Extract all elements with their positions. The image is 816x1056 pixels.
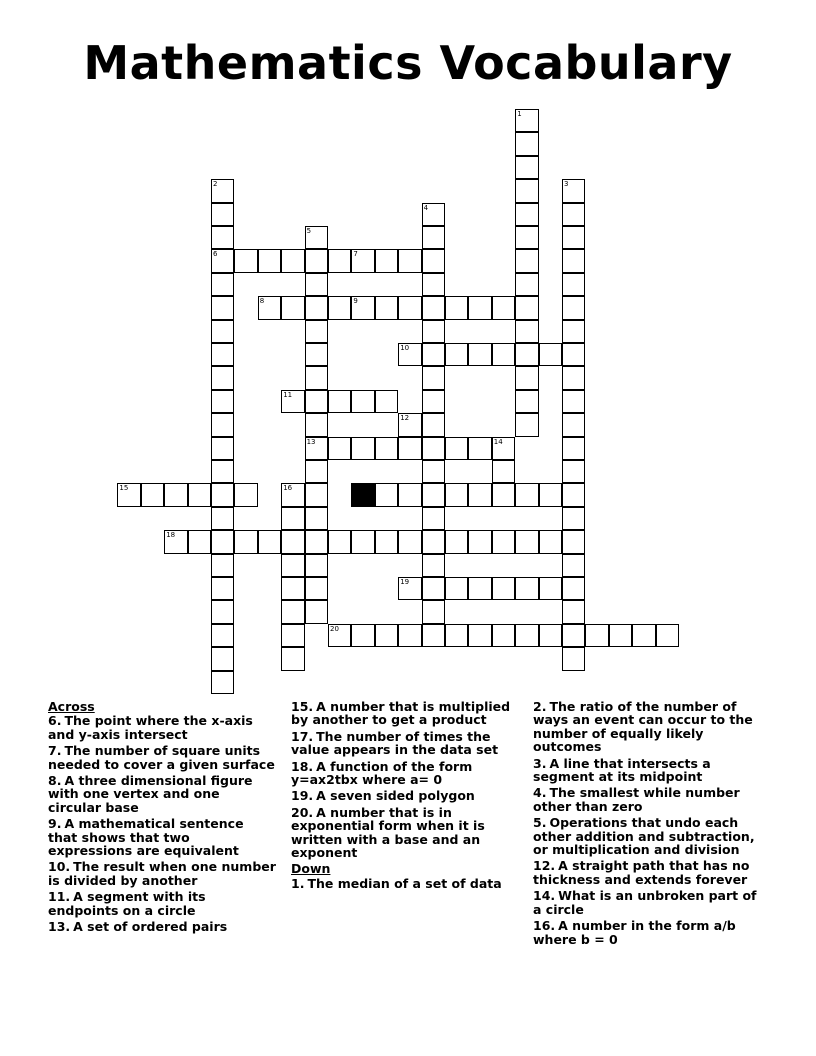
grid-cell[interactable] [305, 249, 328, 272]
grid-cell[interactable] [515, 203, 538, 226]
grid-cell[interactable] [211, 413, 234, 436]
clue-number: 1. [291, 875, 305, 891]
grid-cell[interactable] [515, 156, 538, 179]
grid-cell[interactable] [562, 179, 585, 202]
clue-text: Operations that undo each other addition and subtraction, or multiplication and division [533, 815, 755, 858]
grid-cell[interactable] [234, 530, 257, 553]
grid-cell[interactable] [492, 296, 515, 319]
clue-text: A seven sided polygon [316, 788, 475, 804]
clue-text: The result when one number is divided by another [48, 859, 276, 888]
grid-cell[interactable] [422, 343, 445, 366]
grid-cell[interactable] [328, 530, 351, 553]
grid-cell[interactable] [141, 483, 164, 506]
clue-text: The number of times the value appears in the data set [291, 728, 499, 758]
grid-cell[interactable] [445, 296, 468, 319]
grid-cell[interactable] [515, 366, 538, 389]
grid-cell[interactable] [515, 320, 538, 343]
grid-cell[interactable] [117, 483, 140, 506]
grid-cell[interactable] [351, 249, 374, 272]
grid-cell[interactable] [422, 507, 445, 530]
clue-number-label: 18 [166, 531, 176, 540]
grid-cell[interactable] [351, 624, 374, 647]
clue-number: 2. [533, 699, 547, 714]
grid-cell[interactable] [562, 577, 585, 600]
grid-cell[interactable] [398, 577, 421, 600]
grid-cell[interactable] [188, 530, 211, 553]
grid-cell[interactable] [445, 577, 468, 600]
grid-cell[interactable] [258, 296, 281, 319]
clue-text: A function of the form y=ax2tbx where a= 0 [291, 758, 473, 788]
grid-cell[interactable] [281, 647, 304, 670]
grid-cell[interactable] [422, 366, 445, 389]
clue-number-label: 10 [400, 344, 410, 352]
clue-number: 20. [291, 804, 314, 820]
grid-cell[interactable] [305, 390, 328, 413]
clue-across-13 [48, 920, 276, 933]
grid-cell[interactable] [562, 203, 585, 226]
clue-number-label: 5 [306, 227, 312, 235]
grid-cell[interactable] [515, 132, 538, 155]
clue-number: 11. [48, 889, 71, 905]
clue-text: The median of a set of data [307, 875, 502, 891]
grid-cell[interactable] [422, 226, 445, 249]
grid-cell[interactable] [328, 390, 351, 413]
grid-cell[interactable] [375, 624, 398, 647]
grid-cell[interactable] [492, 343, 515, 366]
clue-number: 10. [48, 859, 71, 875]
grid-cell[interactable] [422, 554, 445, 577]
grid-cell[interactable] [398, 437, 421, 460]
grid-cell[interactable] [468, 577, 491, 600]
clue-across-15 [291, 700, 519, 727]
grid-cell[interactable] [562, 320, 585, 343]
clue-number-label: 12 [400, 414, 410, 423]
grid-cell[interactable] [515, 249, 538, 272]
grid-cell[interactable] [562, 483, 585, 506]
grid-cell[interactable] [328, 249, 351, 272]
grid-cell[interactable] [305, 577, 328, 600]
grid-cell[interactable] [281, 554, 304, 577]
grid-cell[interactable] [281, 249, 304, 272]
grid-cell[interactable] [305, 296, 328, 319]
clue-number: 7. [48, 743, 62, 759]
grid-cell[interactable] [211, 179, 234, 202]
grid-cell[interactable] [445, 437, 468, 460]
grid-cell[interactable] [211, 343, 234, 366]
grid-cell[interactable] [562, 249, 585, 272]
grid-cell[interactable] [562, 600, 585, 623]
clue-down-5 [533, 816, 761, 856]
grid-cell[interactable] [492, 483, 515, 506]
grid-cell[interactable] [515, 226, 538, 249]
grid-cell[interactable] [305, 600, 328, 623]
clue-across-9 [48, 817, 276, 857]
grid-cell[interactable] [375, 390, 398, 413]
grid-cell[interactable] [422, 600, 445, 623]
grid-cell[interactable] [305, 437, 328, 460]
clue-number-label: 8 [259, 297, 265, 306]
grid-cell[interactable] [539, 624, 562, 647]
black-cell [351, 483, 374, 506]
grid-cell[interactable] [258, 249, 281, 272]
grid-cell[interactable] [515, 179, 538, 202]
clue-number-label: 17 [353, 484, 363, 493]
grid-cell[interactable] [258, 530, 281, 553]
clue-number-label: 2 [213, 180, 218, 189]
clue-number: 18. [291, 758, 314, 774]
grid-cell[interactable] [281, 600, 304, 623]
grid-cell[interactable] [515, 624, 538, 647]
grid-cell[interactable] [305, 273, 328, 296]
clue-down-14 [533, 889, 761, 916]
clue-across-17 [291, 730, 519, 757]
grid-cell[interactable] [562, 273, 585, 296]
clue-text: A segment with its endpoints on a circle [48, 889, 206, 918]
grid-cell[interactable] [515, 577, 538, 600]
grid-cell[interactable] [562, 554, 585, 577]
grid-cell[interactable] [305, 530, 328, 553]
grid-cell[interactable] [211, 624, 234, 647]
grid-cell[interactable] [281, 390, 304, 413]
grid-cell[interactable] [492, 530, 515, 553]
grid-cell[interactable] [562, 507, 585, 530]
grid-cell[interactable] [398, 343, 421, 366]
grid-cell[interactable] [398, 483, 421, 506]
grid-cell[interactable] [328, 296, 351, 319]
grid-cell[interactable] [632, 624, 655, 647]
grid-cell[interactable] [211, 647, 234, 670]
grid-cell[interactable] [211, 507, 234, 530]
grid-cell[interactable] [398, 530, 421, 553]
grid-cell[interactable] [305, 320, 328, 343]
grid-cell[interactable] [211, 366, 234, 389]
grid-cell[interactable] [398, 296, 421, 319]
grid-cell[interactable] [515, 483, 538, 506]
grid-cell[interactable] [375, 530, 398, 553]
clue-text: What is an unbroken part of a circle [533, 888, 757, 917]
grid-cell[interactable] [422, 296, 445, 319]
clue-down-12 [533, 859, 761, 886]
grid-cell[interactable] [375, 483, 398, 506]
clue-column-3 [533, 700, 761, 949]
grid-cell[interactable] [492, 437, 515, 460]
grid-cell[interactable] [422, 577, 445, 600]
grid-cell[interactable] [609, 624, 632, 647]
clue-number: 14. [533, 888, 556, 904]
grid-cell[interactable] [211, 671, 234, 694]
clue-number-label: 11 [283, 390, 293, 399]
clue-column-2 [291, 700, 519, 893]
grid-cell[interactable] [281, 577, 304, 600]
grid-cell[interactable] [492, 460, 515, 483]
grid-cell[interactable] [281, 530, 304, 553]
grid-cell[interactable] [351, 530, 374, 553]
clue-number-label: 20 [330, 624, 339, 633]
grid-cell[interactable] [305, 554, 328, 577]
grid-cell[interactable] [305, 413, 328, 436]
grid-cell[interactable] [211, 483, 234, 506]
grid-cell[interactable] [562, 460, 585, 483]
clue-across-18 [291, 760, 519, 787]
page-title: Mathematics Vocabulary [83, 36, 733, 90]
grid-cell[interactable] [562, 226, 585, 249]
grid-cell[interactable] [234, 483, 257, 506]
grid-cell[interactable] [211, 530, 234, 553]
clue-text: A number in the form a/b where b = 0 [533, 918, 736, 947]
grid-cell[interactable] [468, 483, 491, 506]
grid-cell[interactable] [422, 320, 445, 343]
grid-cell[interactable] [211, 320, 234, 343]
grid-cell[interactable] [211, 600, 234, 623]
grid-cell[interactable] [211, 577, 234, 600]
grid-cell[interactable] [211, 226, 234, 249]
clue-down-1 [291, 877, 519, 890]
grid-cell[interactable] [515, 273, 538, 296]
clue-text: A mathematical sentence that shows that two expressions are equivalent [48, 816, 244, 859]
grid-cell[interactable] [445, 483, 468, 506]
clue-text: The smallest while number other than zero [533, 785, 740, 814]
grid-cell[interactable] [305, 460, 328, 483]
clue-down-16 [533, 919, 761, 946]
clue-number-label: 13 [306, 437, 316, 446]
clue-number-label: 9 [353, 297, 358, 306]
grid-cell[interactable] [492, 624, 515, 647]
grid-cell[interactable] [164, 483, 187, 506]
grid-cell[interactable] [211, 390, 234, 413]
clue-number-label: 1 [517, 110, 522, 118]
clue-text: The ratio of the number of ways an event can occur to the number of equally likely outcomes [533, 699, 753, 755]
clue-number: 5. [533, 815, 547, 831]
grid-cell[interactable] [422, 203, 445, 226]
grid-cell[interactable] [562, 624, 585, 647]
grid-cell[interactable] [468, 296, 491, 319]
grid-cell[interactable] [539, 577, 562, 600]
clue-number: 12. [533, 858, 556, 874]
clue-across-6 [48, 714, 276, 741]
clue-column-1 [48, 700, 276, 937]
grid-cell[interactable] [422, 273, 445, 296]
grid-cell[interactable] [539, 483, 562, 506]
grid-cell[interactable] [281, 296, 304, 319]
clue-down-2 [533, 700, 761, 754]
grid-cell[interactable] [492, 577, 515, 600]
grid-cell[interactable] [351, 437, 374, 460]
grid-cell[interactable] [468, 343, 491, 366]
grid-cell[interactable] [468, 624, 491, 647]
grid-cell[interactable] [515, 413, 538, 436]
grid-cell[interactable] [211, 296, 234, 319]
clue-text: A line that intersects a segment at its midpoint [533, 755, 711, 785]
grid-cell[interactable] [375, 296, 398, 319]
grid-cell[interactable] [562, 366, 585, 389]
grid-cell[interactable] [305, 483, 328, 506]
grid-cell[interactable] [422, 483, 445, 506]
grid-cell[interactable] [375, 437, 398, 460]
clue-number: 17. [291, 728, 314, 744]
clue-text: A number that is multiplied by another to get a product [291, 699, 511, 728]
clue-across-7 [48, 744, 276, 771]
clue-text: The number of square units needed to cover a given surface [48, 743, 275, 772]
clue-number-label: 6 [213, 250, 218, 259]
grid-cell[interactable] [211, 249, 234, 272]
down-heading: Down [291, 861, 331, 877]
clue-number: 19. [291, 788, 314, 804]
grid-cell[interactable] [422, 249, 445, 272]
grid-cell[interactable] [515, 296, 538, 319]
clue-number-label: 15 [119, 484, 129, 493]
clue-across-8 [48, 774, 276, 814]
grid-cell[interactable] [422, 437, 445, 460]
clue-text: The point where the x-axis and y-axis intersect [48, 713, 253, 742]
clue-number: 9. [48, 816, 62, 832]
grid-cell[interactable] [398, 624, 421, 647]
grid-cell[interactable] [422, 460, 445, 483]
clue-text: A number that is in exponential form when it is written with a base and an exponent [291, 804, 485, 861]
grid-cell[interactable] [281, 624, 304, 647]
clue-across-19 [291, 789, 519, 802]
grid-cell[interactable] [211, 273, 234, 296]
clue-number: 16. [533, 918, 556, 934]
grid-cell[interactable] [445, 343, 468, 366]
grid-cell[interactable] [305, 507, 328, 530]
grid-cell[interactable] [422, 413, 445, 436]
grid-cell[interactable] [515, 390, 538, 413]
grid-cell[interactable] [281, 483, 304, 506]
clue-number-label: 16 [283, 484, 293, 493]
grid-cell[interactable] [422, 530, 445, 553]
clue-down-4 [533, 786, 761, 813]
clue-text: A three dimensional figure with one vertex and one circular base [48, 773, 253, 815]
grid-cell[interactable] [398, 413, 421, 436]
grid-cell[interactable] [164, 530, 187, 553]
grid-cell[interactable] [515, 343, 538, 366]
clue-text: A set of ordered pairs [73, 919, 228, 935]
grid-cell[interactable] [468, 437, 491, 460]
clue-across-11 [48, 890, 276, 917]
grid-cell[interactable] [539, 530, 562, 553]
grid-cell[interactable] [515, 109, 538, 132]
grid-cell[interactable] [562, 296, 585, 319]
clue-number-label: 4 [423, 203, 429, 212]
clue-number: 15. [291, 699, 314, 714]
clue-number-label: 19 [400, 578, 410, 586]
grid-cell[interactable] [211, 554, 234, 577]
grid-cell[interactable] [305, 366, 328, 389]
grid-cell[interactable] [211, 460, 234, 483]
grid-cell[interactable] [515, 530, 538, 553]
grid-cell[interactable] [328, 437, 351, 460]
clue-text: A straight path that has no thickness and extends forever [533, 858, 750, 887]
grid-cell[interactable] [375, 249, 398, 272]
grid-cell[interactable] [398, 249, 421, 272]
grid-cell[interactable] [445, 624, 468, 647]
grid-cell[interactable] [305, 343, 328, 366]
clue-number: 8. [48, 773, 62, 789]
across-heading: Across [48, 699, 95, 714]
grid-cell[interactable] [562, 437, 585, 460]
grid-cell[interactable] [211, 203, 234, 226]
clue-down-3 [533, 757, 761, 784]
grid-cell[interactable] [562, 647, 585, 670]
grid-cell[interactable] [468, 530, 491, 553]
grid-cell[interactable] [562, 413, 585, 436]
grid-cell[interactable] [305, 226, 328, 249]
grid-cell[interactable] [562, 530, 585, 553]
grid-cell[interactable] [539, 343, 562, 366]
grid-cell[interactable] [562, 390, 585, 413]
grid-cell[interactable] [351, 390, 374, 413]
clue-number-label: 14 [493, 437, 503, 446]
clue-across-20 [291, 806, 519, 860]
grid-cell[interactable] [445, 530, 468, 553]
grid-cell[interactable] [211, 437, 234, 460]
grid-cell[interactable] [562, 343, 585, 366]
clue-number: 4. [533, 785, 547, 801]
grid-cell[interactable] [656, 624, 679, 647]
grid-cell[interactable] [188, 483, 211, 506]
clue-number: 3. [533, 755, 547, 771]
grid-cell[interactable] [234, 249, 257, 272]
grid-cell[interactable] [281, 507, 304, 530]
grid-cell[interactable] [328, 624, 351, 647]
grid-cell[interactable] [351, 296, 374, 319]
clue-number: 13. [48, 919, 71, 935]
clue-number-label: 3 [564, 180, 569, 189]
grid-cell[interactable] [422, 390, 445, 413]
clue-number-label: 7 [353, 250, 358, 259]
clue-across-10 [48, 860, 276, 887]
grid-cell[interactable] [422, 624, 445, 647]
grid-cell[interactable] [585, 624, 608, 647]
clue-number: 6. [48, 713, 62, 729]
